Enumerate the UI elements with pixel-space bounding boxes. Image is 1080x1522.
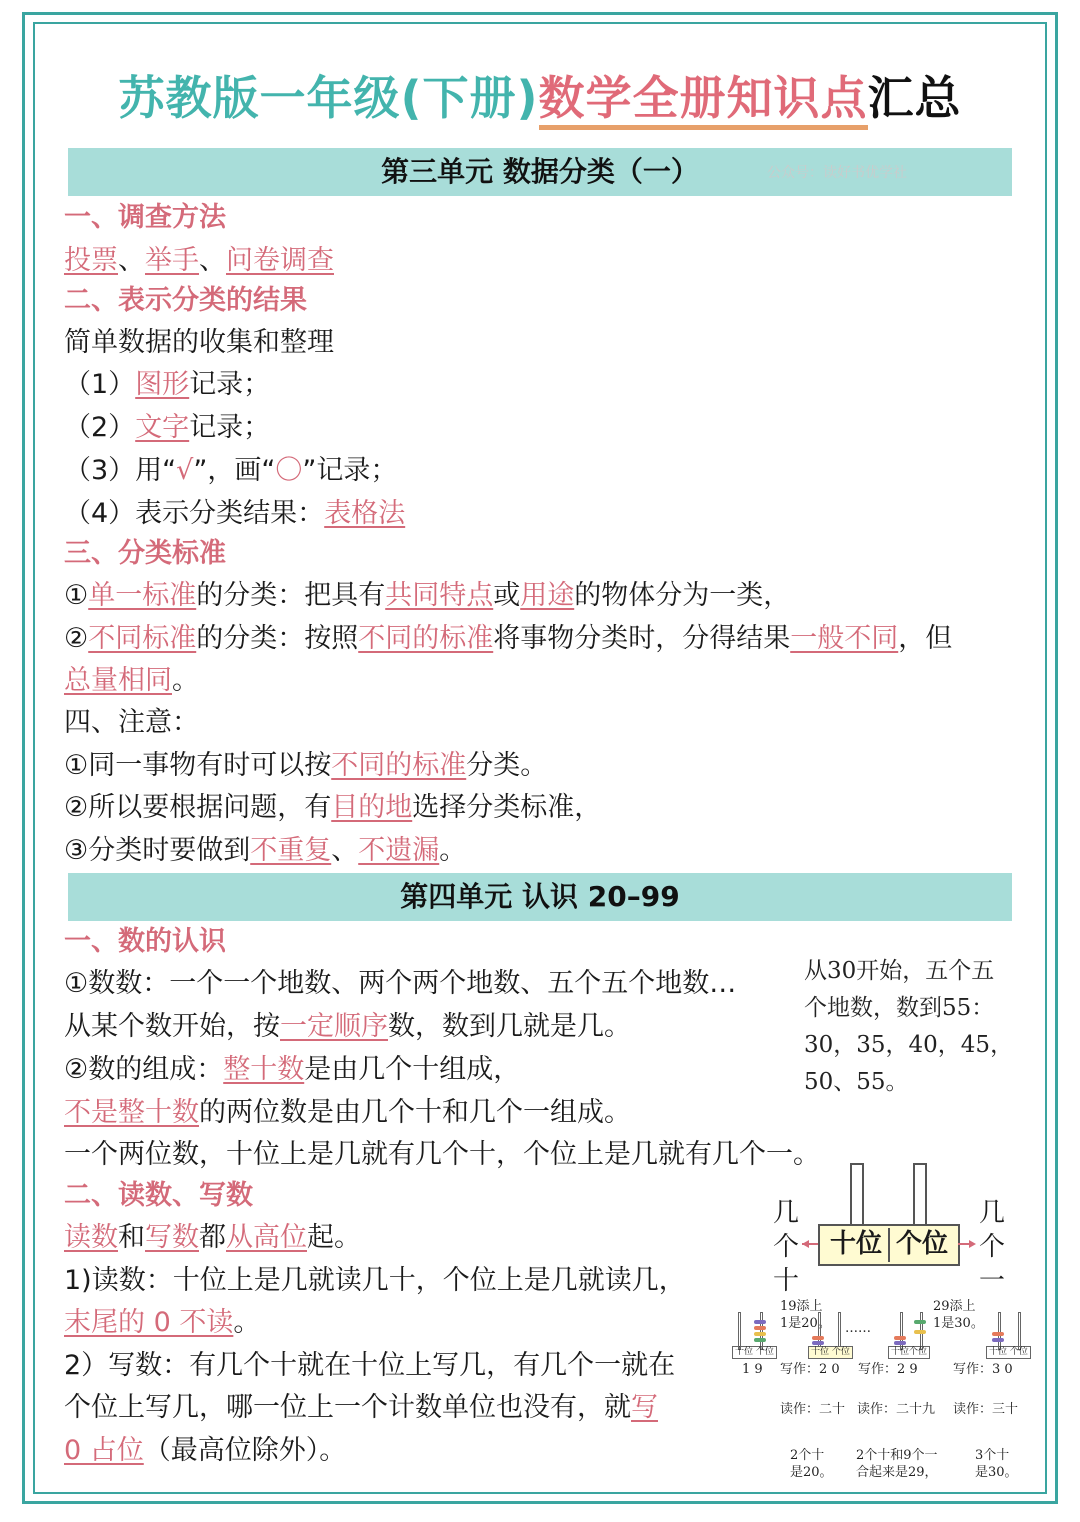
note-1: ①同一事物有时可以按不同的标准分类。 [64,750,548,781]
reading-rule-2: 末尾的 0 不读。 [64,1307,261,1338]
explain-29-b: 合起来是29， [856,1465,938,1480]
title-part-3: 汇总 [867,71,962,125]
explain-30-b: 是30。 [975,1465,1018,1480]
two-digit-line: 一个两位数，十位上是几就有几个十，个位上是几就有几个一。 [64,1139,820,1170]
note-2: ②所以要根据问题，有目的地选择分类标准， [64,792,602,823]
unit3-section2-intro: 简单数据的收集和整理 [64,327,334,358]
read-30: 读作：三十 [953,1402,1019,1417]
tens-label: 十位 [829,1229,882,1259]
side-note-line: 个地数，数到55： [804,995,995,1021]
unit3-section2-heading: 二、表示分类的结果 [64,285,307,316]
caption-19-top: 19添上 [780,1299,823,1314]
frame-label-3: 十位个位 [888,1346,930,1359]
caption-29-bottom: 1是30。 [933,1316,984,1331]
frame-label-1: 十位 个位 [732,1346,777,1359]
write-20: 写作：2 0 [780,1362,840,1377]
separator: 、 [199,245,226,276]
ones-rod [913,1163,927,1227]
classification-different-cont: 总量相同。 [64,665,199,696]
frame-label-4: 十位 个位 [986,1346,1031,1359]
record-item-1: （1）图形记录； [64,369,271,400]
record-item-2: （2）文字记录； [64,412,271,443]
read-29: 读作：二十九 [857,1402,936,1417]
composition-line-2: 不是整十数的两位数是由几个十和几个一组成。 [64,1097,631,1128]
unit3-section4-heading: 四、注意： [64,707,199,738]
ones-label: 个位 [896,1229,949,1259]
unit3-section1-heading: 一、调查方法 [64,202,226,233]
note-3: ③分类时要做到不重复、不遗漏。 [64,835,467,866]
side-note-line: 30，35，40，45， [804,1032,1014,1058]
explain-20-b: 是20。 [790,1465,833,1480]
record-item-4: （4）表示分类结果：表格法 [64,498,406,529]
caption-19-bottom: 1是20。 [780,1316,831,1331]
unit3-header-bar: 第三单元 数据分类（一） [68,148,1012,196]
watermark: 公众号：读好书优学社 [767,165,907,181]
separator: 、 [118,245,145,276]
read-20: 读作：二十 [780,1402,846,1417]
reading-rule: 1)读数：十位上是几就读几十，个位上是几就读几， [64,1265,686,1296]
method-vote: 投票 [64,245,118,276]
digits-19: 1 9 [742,1362,763,1377]
unit4-section2-heading: 二、读数、写数 [64,1180,253,1211]
title-part-2: 数学全册知识点 [539,71,868,130]
write-30: 写作：3 0 [953,1362,1013,1377]
tens-rod [850,1163,864,1227]
classification-single: ①单一标准的分类：把具有共同特点或用途的物体分为一类， [64,580,791,611]
counting-line: ①数数：一个一个地数、两个两个地数、五个五个地数… [64,968,737,999]
method-hands: 举手 [145,245,199,276]
side-note-line: 从30开始，五个五 [804,958,995,984]
page-title [0,62,1080,128]
writing-rule-3: 0 占位（最高位除外）。 [64,1435,347,1466]
unit4-section1-heading: 一、数的认识 [64,926,226,957]
writing-rule-2: 个位上写几，哪一位上一个计数单位也没有，就写 [64,1392,658,1423]
caption-29-top: 29添上 [933,1299,976,1314]
composition-line: ②数的组成：整十数是由几个十组成， [64,1054,521,1085]
arrows [800,1234,1000,1254]
write-29: 写作：2 9 [858,1362,918,1377]
read-write-rule: 读数和写数都从高位起。 [64,1222,361,1253]
record-item-3: （3）用“√”，画“〇”记录； [64,455,398,486]
classification-different: ②不同标准的分类：按照不同的标准将事物分类时，分得结果一般不同，但 [64,623,953,654]
unit4-header-bar: 第四单元 认识 20–99 [68,873,1012,921]
explain-30-a: 3个十 [975,1448,1010,1463]
method-questionnaire: 问卷调查 [226,245,334,276]
left-vertical-label: 几 个 十 [772,1198,799,1296]
side-note-line: 50、55。 [804,1069,909,1095]
survey-methods-line [64,243,334,279]
explain-20-a: 2个十 [790,1448,825,1463]
side-note [804,953,1013,1101]
writing-rule: 2）写数：有几个十就在十位上写几，有几个一就在 [64,1350,676,1381]
counting-order-line: 从某个数开始，按一定顺序数，数到几就是几。 [64,1011,631,1042]
ellipsis: …… [845,1321,871,1336]
title-part-1: 苏教版一年级(下册) [118,71,539,125]
unit3-section3-heading: 三、分类标准 [64,538,226,569]
right-vertical-label: 几 个 一 [978,1198,1005,1296]
explain-29-a: 2个十和9个一 [856,1448,938,1463]
frame-label-2: 十位 个位 [808,1346,853,1359]
